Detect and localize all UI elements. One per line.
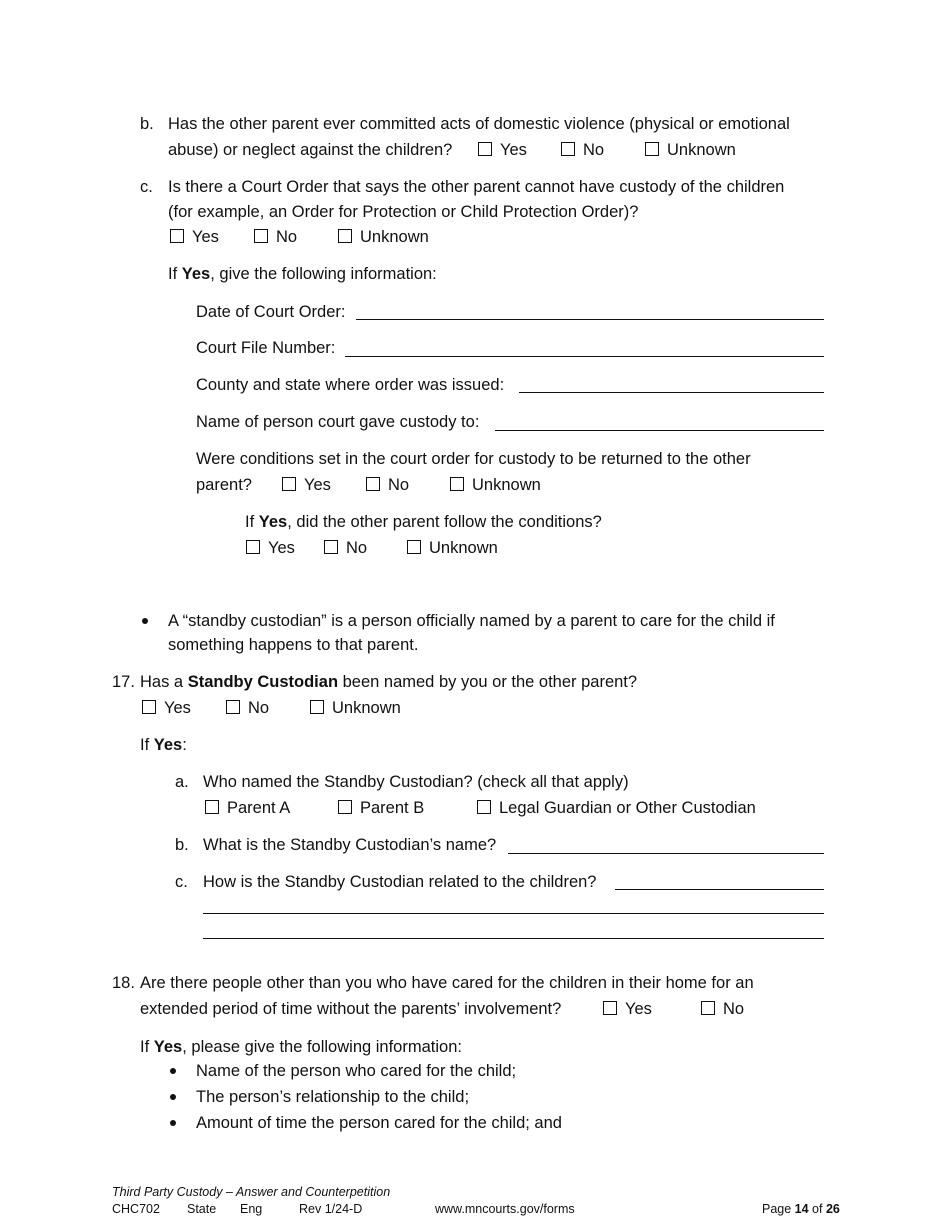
- item-marker: b.: [140, 115, 154, 133]
- question-number: 18.: [112, 974, 135, 992]
- checkbox-label: Yes: [192, 228, 219, 246]
- checkbox-yes[interactable]: [246, 540, 295, 557]
- checkbox-box[interactable]: [603, 1001, 617, 1015]
- checkbox-box[interactable]: [205, 800, 219, 814]
- relationship-field[interactable]: [615, 889, 824, 890]
- checkbox-unknown[interactable]: [310, 700, 401, 717]
- question-text: extended period of time without the parents’ involvement?: [140, 1000, 562, 1018]
- footer-url[interactable]: www.mncourts.gov/forms: [435, 1202, 575, 1216]
- field-label-county: County and state where order was issued:: [196, 376, 505, 394]
- checkbox-box[interactable]: [407, 540, 421, 554]
- instruction-text: If Yes, give the following information:: [168, 265, 437, 283]
- checkbox-box[interactable]: [450, 477, 464, 491]
- checkbox-box[interactable]: [645, 142, 659, 156]
- footer-revision: Rev 1/24-D: [299, 1202, 363, 1216]
- footer-form-title: Third Party Custody – Answer and Counterpetition: [112, 1185, 391, 1199]
- checkbox-no[interactable]: [254, 229, 297, 246]
- checkbox-label: Unknown: [360, 228, 429, 246]
- court-file-number-field[interactable]: [345, 356, 824, 357]
- checkbox-box[interactable]: [701, 1001, 715, 1015]
- checkbox-box[interactable]: [561, 142, 575, 156]
- checkbox-label: Yes: [500, 141, 527, 159]
- checkbox-yes[interactable]: [142, 700, 191, 717]
- checkbox-label: No: [276, 228, 298, 246]
- checkbox-unknown[interactable]: [450, 477, 541, 494]
- checkbox-box[interactable]: [142, 700, 156, 714]
- question-text: Is there a Court Order that says the other parent cannot have custody of the children: [168, 178, 785, 196]
- checkbox-box[interactable]: [310, 700, 324, 714]
- checkbox-label: Parent B: [360, 799, 425, 817]
- field-label-date: Date of Court Order:: [196, 303, 346, 321]
- checkbox-unknown[interactable]: [338, 229, 429, 246]
- question-text: Are there people other than you who have cared for the children in their home for an: [140, 974, 754, 992]
- checkbox-yes[interactable]: [282, 477, 331, 494]
- checkbox-no[interactable]: [226, 700, 269, 717]
- item-marker: b.: [175, 836, 189, 854]
- checkbox-no[interactable]: [366, 477, 409, 494]
- standby-custodian-name-field[interactable]: [508, 853, 824, 854]
- instruction-text: If Yes, please give the following information:: [140, 1038, 462, 1056]
- item-marker: a.: [175, 773, 189, 791]
- checkbox-box[interactable]: [478, 142, 492, 156]
- checkbox-no[interactable]: [324, 540, 367, 557]
- question-text: (for example, an Order for Protection or Child Protection Order)?: [168, 203, 639, 221]
- checkbox-label: Unknown: [472, 476, 541, 494]
- checkbox-label: No: [388, 476, 410, 494]
- instruction-text: If Yes:: [140, 736, 187, 754]
- checkbox-yes[interactable]: [478, 142, 527, 159]
- item-marker: c.: [175, 873, 188, 891]
- note-text: A “standby custodian” is a person officially named by a parent to care for the child if: [168, 612, 775, 630]
- checkbox-box[interactable]: [246, 540, 260, 554]
- checkbox-label: Unknown: [332, 699, 401, 717]
- bullet-icon: [142, 618, 148, 624]
- checkbox-label: No: [583, 141, 605, 159]
- footer-language: Eng: [240, 1202, 263, 1216]
- checkbox-label: No: [723, 1000, 745, 1018]
- list-item: The person’s relationship to the child;: [196, 1088, 470, 1106]
- note-text: something happens to that parent.: [168, 636, 419, 654]
- checkbox-box[interactable]: [477, 800, 491, 814]
- question-text: Has the other parent ever committed acts of domestic violence (physical or emotional: [168, 115, 790, 133]
- question-number: 17.: [112, 673, 135, 691]
- question-text: Were conditions set in the court order for custody to be returned to the other: [196, 450, 751, 468]
- checkbox-box[interactable]: [170, 229, 184, 243]
- custody-person-name-field[interactable]: [495, 430, 824, 431]
- checkbox-no[interactable]: [701, 1001, 744, 1018]
- footer-form-code: CHC702: [112, 1202, 160, 1216]
- checkbox-box[interactable]: [282, 477, 296, 491]
- relationship-field-line-2[interactable]: [203, 913, 824, 914]
- checkbox-unknown[interactable]: [645, 142, 736, 159]
- list-item: Amount of time the person cared for the child; and: [196, 1114, 562, 1132]
- checkbox-label: Parent A: [227, 799, 291, 817]
- bullet-icon: [170, 1068, 176, 1074]
- bullet-icon: [170, 1120, 176, 1126]
- field-label-file-number: Court File Number:: [196, 339, 336, 357]
- list-item: Name of the person who cared for the child;: [196, 1062, 517, 1080]
- checkbox-label: Legal Guardian or Other Custodian: [499, 799, 756, 817]
- checkbox-box[interactable]: [338, 229, 352, 243]
- question-text: Has a Standby Custodian been named by you or the other parent?: [140, 673, 638, 691]
- checkbox-label: No: [248, 699, 270, 717]
- checkbox-legal-guardian[interactable]: [477, 800, 756, 817]
- checkbox-label: Unknown: [667, 141, 736, 159]
- checkbox-box[interactable]: [254, 229, 268, 243]
- checkbox-unknown[interactable]: [407, 540, 498, 557]
- relationship-field-line-3[interactable]: [203, 938, 824, 939]
- question-text: What is the Standby Custodian’s name?: [203, 836, 497, 854]
- checkbox-label: Yes: [625, 1000, 652, 1018]
- checkbox-parent-a[interactable]: [205, 800, 290, 817]
- checkbox-label: Yes: [164, 699, 191, 717]
- checkbox-box[interactable]: [324, 540, 338, 554]
- county-state-field[interactable]: [519, 392, 824, 393]
- checkbox-no[interactable]: [561, 142, 604, 159]
- checkbox-box[interactable]: [226, 700, 240, 714]
- question-text: How is the Standby Custodian related to the children?: [203, 873, 597, 891]
- checkbox-label: Yes: [304, 476, 331, 494]
- item-marker: c.: [140, 178, 153, 196]
- question-text: Who named the Standby Custodian? (check all that apply): [203, 773, 629, 791]
- checkbox-label: Yes: [268, 539, 295, 557]
- instruction-text: If Yes, did the other parent follow the conditions?: [245, 513, 602, 531]
- checkbox-label: Unknown: [429, 539, 498, 557]
- bullet-icon: [170, 1094, 176, 1100]
- question-text: parent?: [196, 476, 252, 494]
- checkbox-box[interactable]: [366, 477, 380, 491]
- date-of-court-order-field[interactable]: [356, 319, 824, 320]
- question-text: abuse) or neglect against the children?: [168, 141, 453, 159]
- checkbox-yes[interactable]: [603, 1001, 652, 1018]
- checkbox-yes[interactable]: [170, 229, 219, 246]
- footer-jurisdiction: State: [187, 1202, 217, 1216]
- field-label-custody-name: Name of person court gave custody to:: [196, 413, 480, 431]
- checkbox-box[interactable]: [338, 800, 352, 814]
- checkbox-label: No: [346, 539, 368, 557]
- checkbox-parent-b[interactable]: [338, 800, 424, 817]
- footer-page-number: Page 14 of 26: [762, 1202, 840, 1216]
